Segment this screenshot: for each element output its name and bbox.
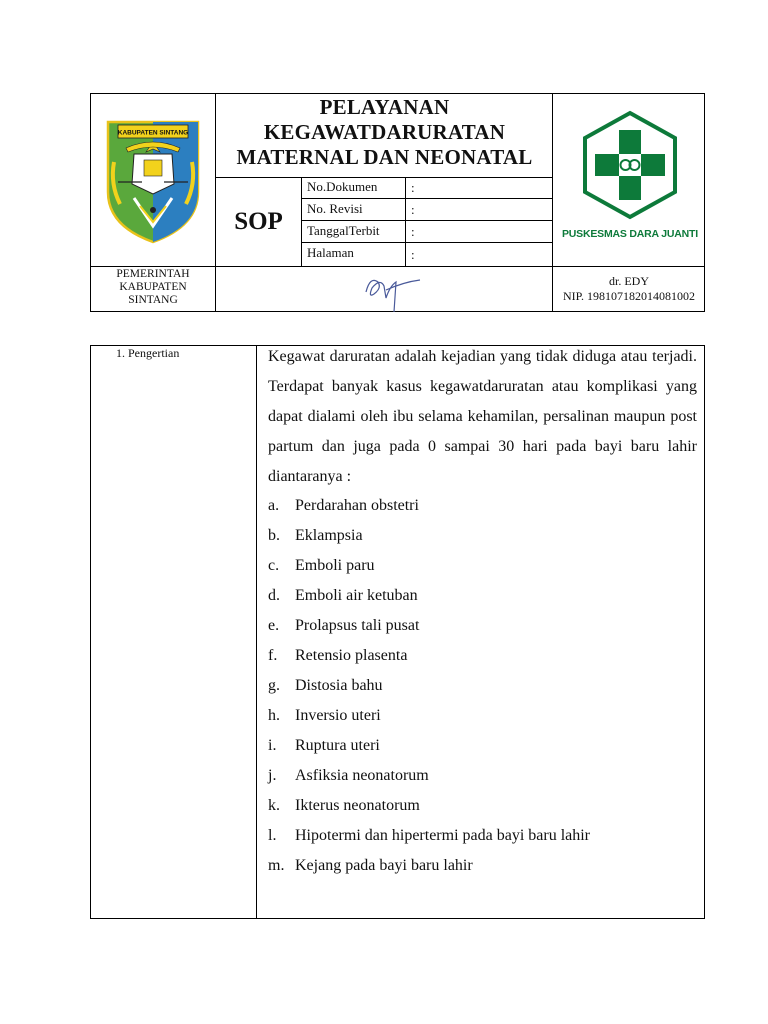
list-text: Perdarahan obstetri — [295, 497, 419, 514]
list-marker: f. — [268, 647, 278, 664]
section-label-pengertian: 1. Pengertian — [116, 346, 180, 360]
signature-image — [360, 268, 426, 314]
meta-label-page: Halaman — [307, 245, 354, 260]
list-marker: m. — [268, 857, 285, 874]
caption-line: KABUPATEN — [119, 281, 187, 293]
list-item — [268, 551, 708, 581]
header-divider — [90, 266, 705, 267]
meta-divider — [301, 242, 552, 243]
list-text: Emboli paru — [295, 557, 375, 574]
regency-caption — [91, 268, 215, 307]
list-text: Eklampsia — [295, 527, 363, 544]
list-marker: k. — [268, 797, 280, 814]
puskesmas-logo — [578, 110, 682, 230]
list-text: Ikterus neonatorum — [295, 797, 420, 814]
meta-value: : — [411, 247, 415, 262]
list-text: Asfiksia neonatorum — [295, 767, 429, 784]
list-text: Kejang pada bayi baru lahir — [295, 857, 473, 874]
meta-label-issue-date: TanggalTerbit — [307, 223, 380, 238]
list-item — [268, 611, 708, 641]
signer-block — [553, 274, 705, 304]
list-marker: a. — [268, 497, 280, 514]
list-item — [268, 761, 708, 791]
meta-label-document-number: No.Dokumen — [307, 179, 378, 194]
list-item — [268, 731, 708, 761]
signer-name: dr. EDY — [609, 274, 649, 288]
list-item — [268, 491, 708, 521]
list-marker: c. — [268, 557, 280, 574]
list-marker: j. — [268, 767, 277, 784]
meta-value: : — [411, 224, 415, 239]
list-text: Distosia bahu — [295, 677, 383, 694]
meta-value: : — [411, 180, 415, 195]
list-text: Emboli air ketuban — [295, 587, 418, 604]
list-marker: i. — [268, 737, 277, 754]
signer-nip: NIP. 198107182014081002 — [562, 289, 695, 303]
caption-line: SINTANG — [128, 294, 178, 306]
list-item — [268, 791, 708, 821]
title-line: PELAYANAN — [319, 95, 450, 119]
list-marker: b. — [268, 527, 280, 544]
logo-banner-text: KABUPATEN SINTANG — [117, 129, 189, 137]
puskesmas-name: PUSKESMAS DARA JUANTI — [561, 228, 698, 240]
title-line: KEGAWATDARURATAN — [263, 120, 506, 144]
list-item — [268, 641, 708, 671]
list-marker: g. — [268, 677, 280, 694]
title-line: MATERNAL DAN NEONATAL — [236, 145, 533, 169]
meta-divider — [405, 177, 406, 266]
list-item — [268, 701, 708, 731]
list-text: Ruptura uteri — [295, 737, 380, 754]
emergency-list — [268, 491, 708, 881]
meta-label-revision: No. Revisi — [307, 201, 363, 216]
list-item — [268, 581, 708, 611]
list-text: Inversio uteri — [295, 707, 381, 724]
list-text: Hipotermi dan hipertermi pada bayi baru lahir — [295, 827, 591, 844]
meta-divider — [301, 198, 552, 199]
list-item — [268, 671, 708, 701]
sop-label: SOP — [234, 208, 283, 235]
list-marker: l. — [268, 827, 277, 844]
kabupaten-sintang-logo — [104, 114, 202, 246]
document-title — [216, 95, 553, 170]
meta-divider — [301, 177, 302, 266]
list-text: Retensio plasenta — [295, 647, 408, 664]
caption-line: PEMERINTAH — [116, 268, 190, 280]
definition-paragraph: Kegawat daruratan adalah kejadian yang tidak diduga atau terjadi. Terdapat banyak kasus kegawatdaruratan atau komplikasi yang dapat dialami oleh ibu selama kehamilan, persalinan maupun post partum dan juga pada 0 sampai 30 hari pada bayi baru lahir diantaranya : — [268, 348, 697, 485]
list-text: Prolapsus tali pusat — [295, 617, 420, 634]
meta-value: : — [411, 202, 415, 217]
list-item — [268, 521, 708, 551]
list-item — [268, 851, 708, 881]
meta-divider — [301, 220, 552, 221]
list-marker: e. — [268, 617, 280, 634]
content-divider — [256, 345, 257, 919]
list-item — [268, 821, 708, 851]
list-marker: d. — [268, 587, 280, 604]
list-marker: h. — [268, 707, 280, 724]
